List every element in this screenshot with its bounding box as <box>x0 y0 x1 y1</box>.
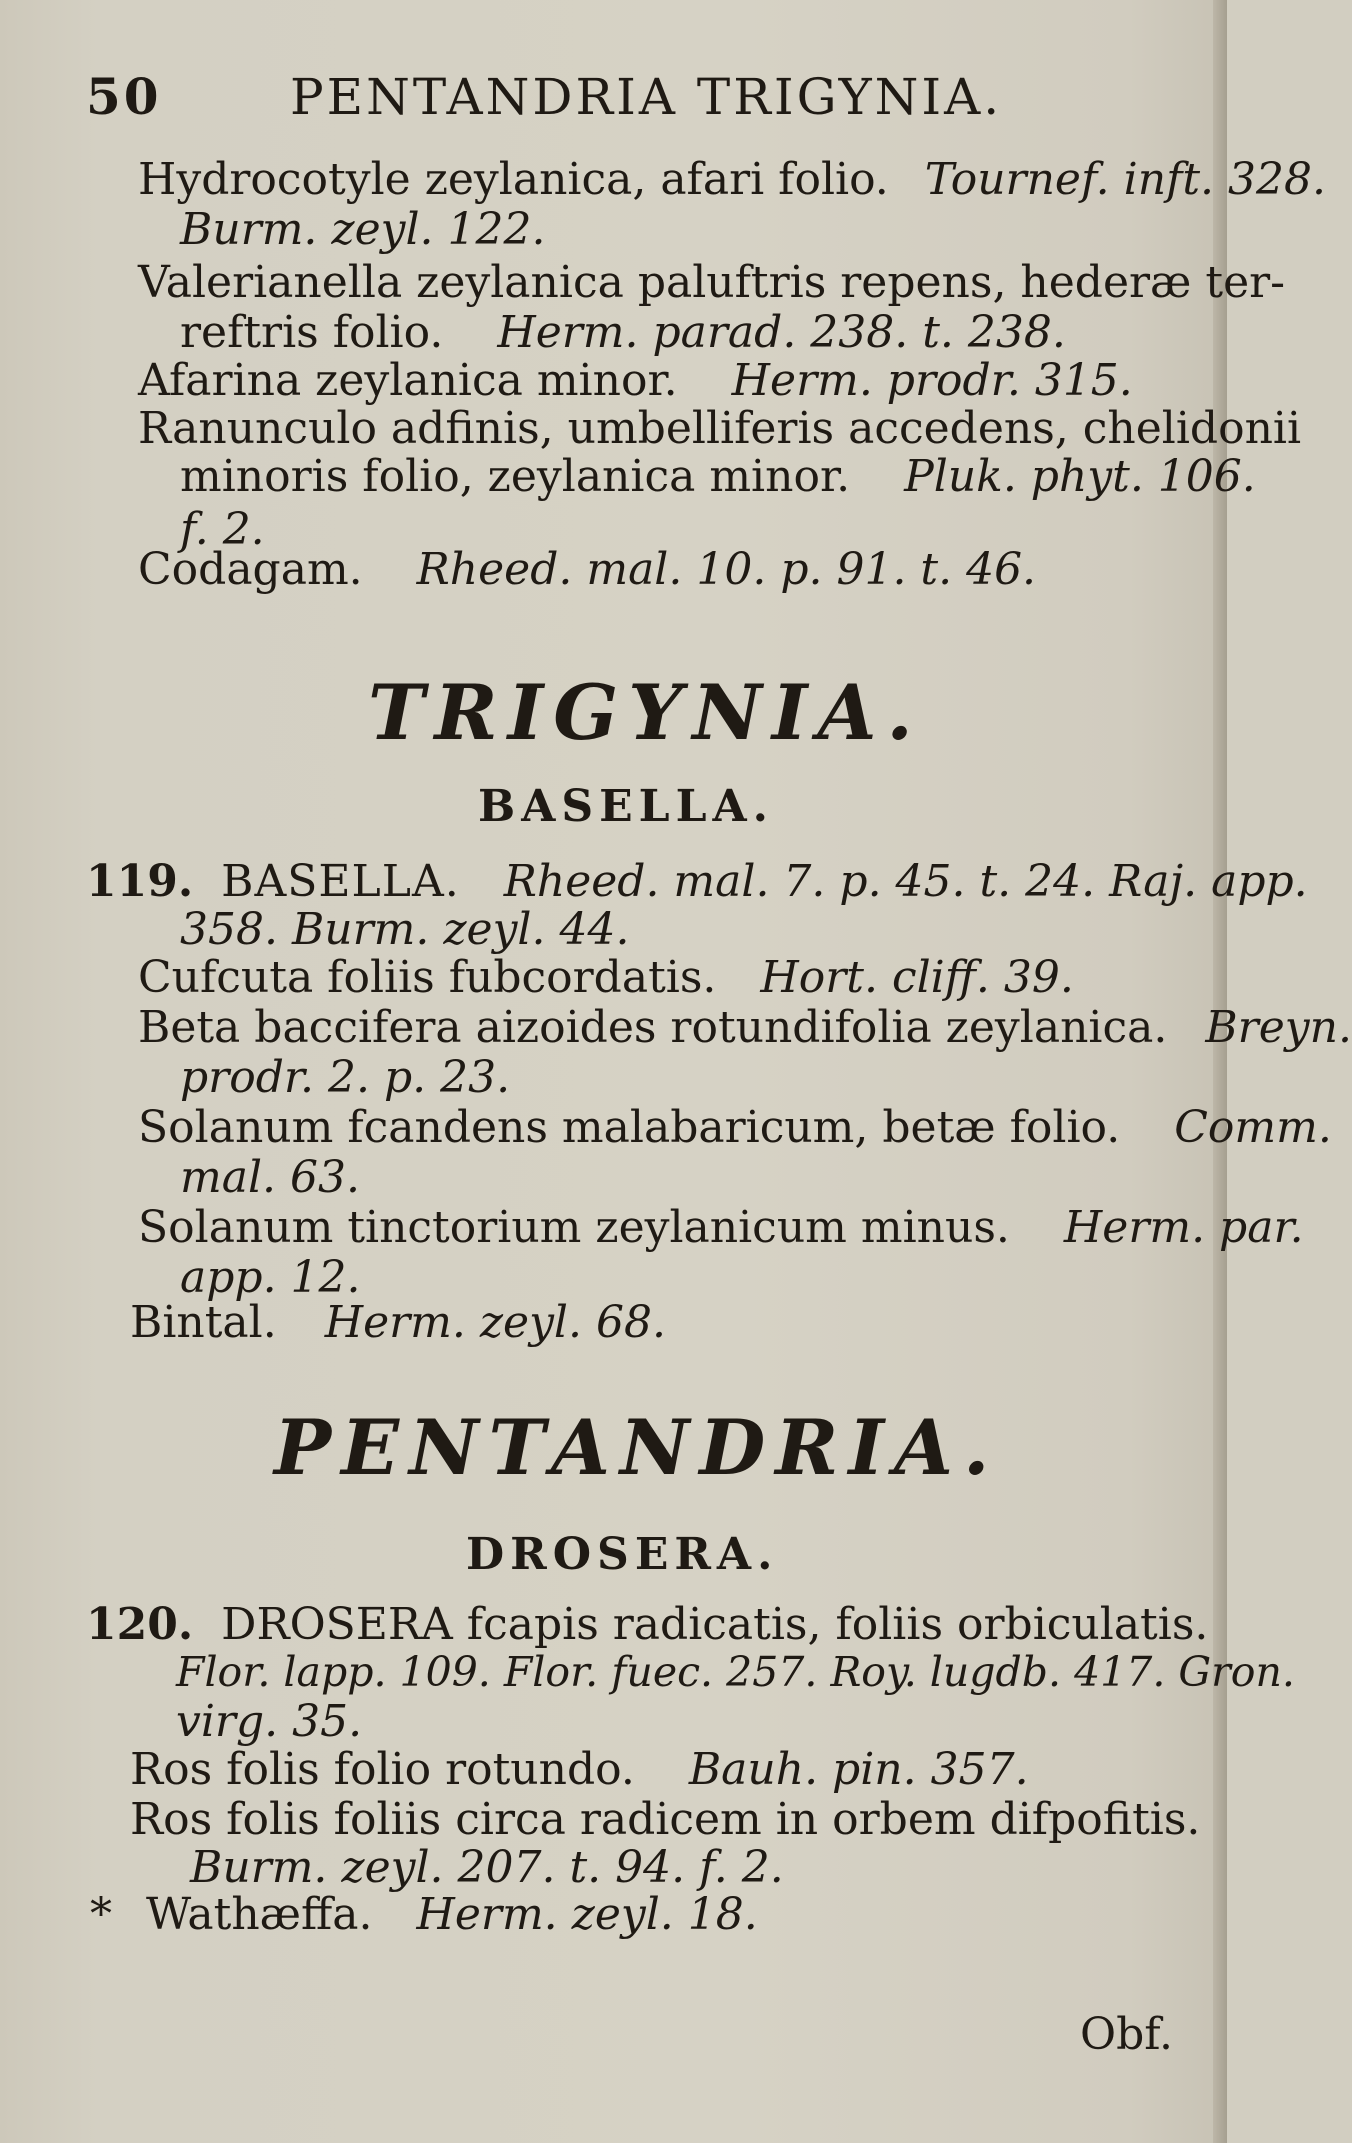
entry-reference: Herm. zeyl. 18. <box>416 1889 758 1940</box>
entry-line <box>130 1298 666 1348</box>
entry-reference: Herm. par. <box>1063 1202 1304 1253</box>
entry-text: Solanum fcandens malabaricum, betæ folio. <box>138 1102 1121 1153</box>
entry-text: DROSERA fcapis radicatis, foliis orbiculatis. <box>221 1599 1209 1650</box>
entry-text: Beta baccifera aizoides rotundifolia zeylanica. <box>138 1002 1168 1053</box>
catchword: Obf. <box>1080 2009 1173 2060</box>
entry-text: Bintal. <box>130 1297 277 1348</box>
entry-reference: Breyn. <box>1205 1002 1352 1053</box>
entry-line <box>138 1203 1304 1253</box>
entry-number: 120. <box>86 1599 194 1650</box>
entry-number: 119. <box>86 856 194 907</box>
entry-reference: Hort. cliff. 39. <box>760 952 1074 1003</box>
entry-line <box>86 857 1308 907</box>
entry-reference: Burm. zeyl. 207. t. 94. f. 2. <box>190 1842 784 1893</box>
page-edge <box>1213 0 1227 2143</box>
entry-reference: Tournef. inft. 328. <box>924 154 1326 205</box>
entry-text: minoris folio, zeylanica minor. <box>180 451 851 502</box>
entry-line <box>180 308 1066 358</box>
entry-reference: prodr. 2. p. 23. <box>180 1052 511 1103</box>
entry-line <box>86 1600 1208 1650</box>
page-number: 50 <box>86 67 162 126</box>
entry-text: Codagam. <box>138 544 363 595</box>
asterisk-mark: * <box>90 1889 112 1940</box>
genus-heading: BASELLA. <box>478 781 774 832</box>
entry-line <box>138 1103 1332 1153</box>
entry-reference: mal. 63. <box>180 1152 360 1203</box>
entry-reference: Herm. parad. 238. t. 238. <box>497 307 1066 358</box>
genus-heading: DROSERA. <box>466 1529 779 1580</box>
entry-line <box>138 545 1036 595</box>
entry-reference: Pluk. phyt. 106. <box>904 451 1256 502</box>
entry-reference: Bauh. pin. 357. <box>688 1744 1029 1795</box>
entry-line <box>138 356 1133 406</box>
entry-line <box>90 1890 758 1940</box>
entry-reference: app. 12. <box>180 1252 361 1303</box>
entry-line <box>180 452 1256 502</box>
entry-reference: Herm. prodr. 315. <box>731 355 1133 406</box>
entry-line <box>130 1745 1029 1795</box>
entry-text: Afarina zeylanica minor. <box>138 355 678 406</box>
entry-reference: Flor. lapp. 109. Flor. fuec. 257. Roy. lugdb. 417. Gron. <box>176 1648 1295 1696</box>
entry-reference: virg. 35. <box>176 1696 363 1747</box>
entry-reference: f. 2. <box>180 504 265 555</box>
entry-text: Hydrocotyle zeylanica, afari folio. <box>138 154 889 205</box>
entry-text: Valerianella zeylanica paluftris repens, hederæ ter- <box>138 257 1286 308</box>
entry-text: Wathæffa. <box>146 1889 373 1940</box>
entry-text: reftris folio. <box>180 307 444 358</box>
section-title: PENTANDRIA. <box>274 1403 1000 1492</box>
entry-text: Ros folis folio rotundo. <box>130 1744 635 1795</box>
entry-text: Cufcuta foliis fubcordatis. <box>138 952 717 1003</box>
entry-text: BASELLA. <box>221 856 460 907</box>
section-title: TRIGYNIA. <box>368 668 923 757</box>
entry-reference: Rheed. mal. 7. p. 45. t. 24. Raj. app. <box>503 856 1308 907</box>
entry-line <box>138 953 1074 1003</box>
running-title: PENTANDRIA TRIGYNIA. <box>290 68 1003 126</box>
entry-text: Ros folis foliis circa radicem in orbem difpofitis. <box>130 1794 1201 1845</box>
entry-reference: 358. Burm. zeyl. 44. <box>180 904 630 955</box>
entry-reference: Herm. zeyl. 68. <box>324 1297 666 1348</box>
entry-line <box>138 1003 1352 1053</box>
entry-reference: Comm. <box>1174 1102 1332 1153</box>
entry-text: Ranunculo adfinis, umbelliferis accedens, chelidonii <box>138 403 1302 454</box>
entry-line <box>138 155 1326 205</box>
entry-reference: Burm. zeyl. 122. <box>180 204 546 255</box>
entry-text: Solanum tinctorium zeylanicum minus. <box>138 1202 1010 1253</box>
entry-reference: Rheed. mal. 10. p. 91. t. 46. <box>416 544 1037 595</box>
